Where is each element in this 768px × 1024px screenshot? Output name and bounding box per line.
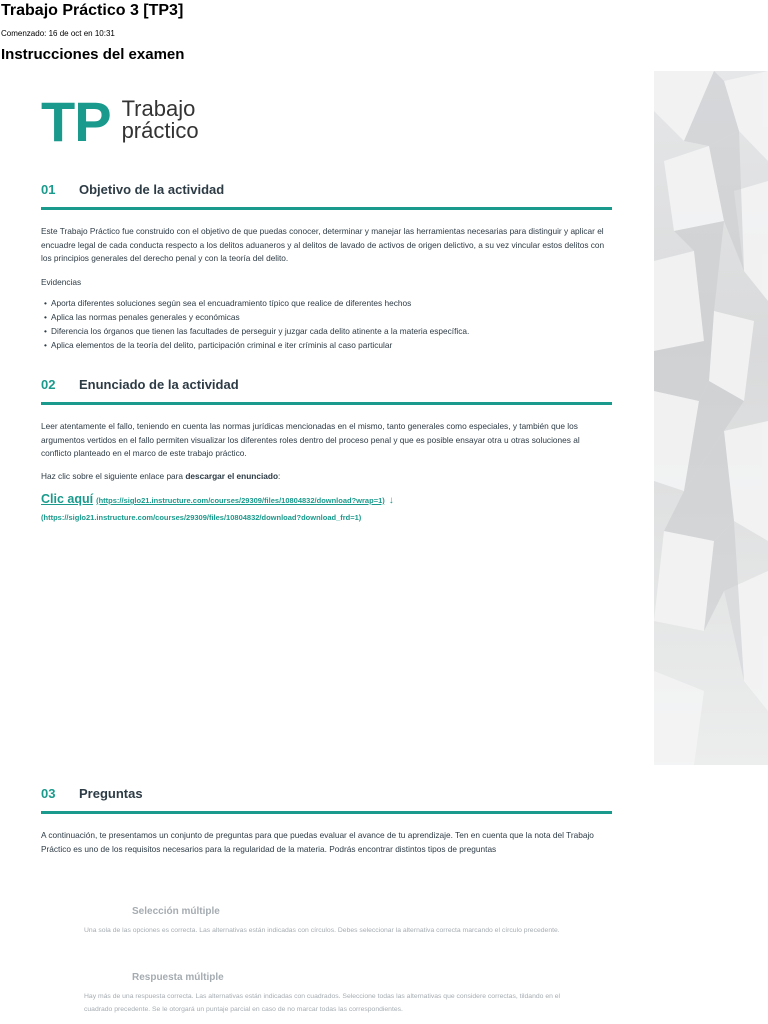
questions-paragraph: A continuación, te presentamos un conjunto de preguntas para que puedas evaluar el avance de tu aprendizaje. Ten en cuenta que la nota del Trabajo Práctico es uno de los requisitos necesarios para la regularidad de la materia. Podrás encontrar distintos tipos de preguntas — [41, 830, 594, 854]
section-title: Preguntas — [79, 786, 143, 801]
section-01-header — [41, 182, 612, 210]
tp-logo — [41, 90, 199, 154]
section-02-header — [41, 377, 612, 405]
question-type-desc: Hay más de una respuesta correcta. Las alternativas están indicadas con cuadrados. Seleccione todas las alternativas que considere correctas, tildando en el cuadrado precedente. Se le otorgará un puntaje parcial en caso de no marcar todas las correspondientes. — [84, 993, 561, 1013]
download-bold: descargar el enunciado — [185, 471, 279, 481]
list-item: • Aporta diferentes soluciones según sea el encuadramiento típico que realice de diferentes hechos — [41, 296, 612, 310]
evidence-label: Evidencias — [41, 277, 82, 287]
question-type-title: Respuesta múltiple — [132, 972, 224, 983]
tp-logo-mark: TP — [41, 90, 111, 153]
decorative-side-image — [654, 71, 768, 765]
download-prefix: Haz clic sobre el siguiente enlace para — [41, 471, 186, 481]
started-timestamp: Comenzado: 16 de oct en 10:31 — [1, 29, 115, 38]
section-number: 01 — [41, 182, 56, 197]
section-03-header — [41, 786, 612, 814]
list-item: • Aplica elementos de la teoría del delito, participación criminal e iter críminis al caso particular — [41, 338, 612, 352]
tp-logo-line1: Trabajo — [121, 96, 196, 121]
section-number: 02 — [41, 377, 56, 392]
download-url-link[interactable]: (https://siglo21.instructure.com/courses/29309/files/10804832/download?download_frd=1) — [41, 513, 362, 522]
section-title: Objetivo de la actividad — [79, 182, 225, 197]
question-type-desc: Una sola de las opciones es correcta. Las alternativas están indicadas con círculos. Debes seleccionar la alternativa correcta marcando el círculo precedente. — [84, 927, 560, 934]
evidence-list — [41, 296, 612, 352]
list-item: • Aplica las normas penales generales y económicas — [41, 310, 612, 324]
download-instructions — [41, 470, 612, 484]
section-number: 03 — [41, 786, 56, 801]
file-url-link[interactable]: (https://siglo21.instructure.com/courses/29309/files/10804832/download?wrap=1) — [96, 496, 385, 505]
tp-logo-line2: práctico — [121, 118, 199, 143]
download-icon[interactable]: ↓ — [388, 495, 394, 506]
tp-logo-text — [122, 98, 199, 142]
page-title: Trabajo Práctico 3 [TP3] — [1, 2, 184, 19]
concrete-lattice-graphic — [654, 71, 768, 765]
instructions-heading: Instrucciones del examen — [1, 46, 185, 63]
click-here-link[interactable]: Clic aquí — [41, 492, 94, 506]
statement-paragraph: Leer atentamente el fallo, teniendo en cuenta las normas jurídicas mencionadas en el mismo, tanto generales como especiales, y también que los argumentos vertidos en el fallo permiten visualizar los diferentes roles dentro del proceso penal y que es posible ensayar otra u otras soluciones al conflicto planteado en el marco de este trabajo práctico. — [41, 421, 580, 458]
list-item: • Diferencia los órganos que tienen las facultades de perseguir y juzgar cada delito atinente a la materia específica. — [41, 324, 612, 338]
objective-paragraph: Este Trabajo Práctico fue construido con el objetivo de que puedas conocer, determinar y manejar las herramientas necesarias para distinguir y aplicar el encuadre legal de cada conducta respecto a los delitos aduaneros y al delitos de lavado de activos de origen delictivo, a su vez vincular estos delitos con los principios generales del derecho penal y con la teoría del delito. — [41, 226, 605, 263]
download-suffix: : — [278, 471, 281, 481]
download-line — [41, 492, 641, 506]
question-type-title: Selección múltiple — [132, 906, 220, 917]
section-title: Enunciado de la actividad — [79, 377, 239, 392]
